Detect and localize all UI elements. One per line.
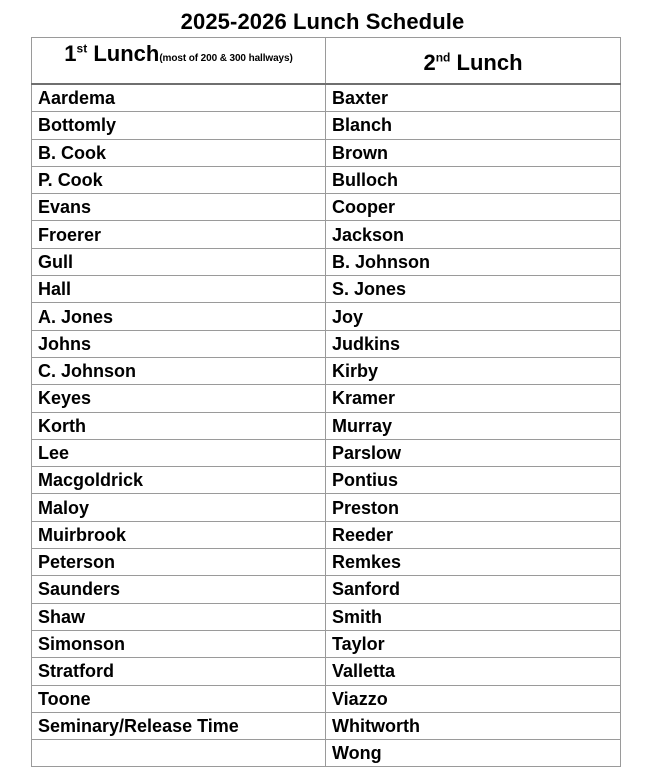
first-lunch-cell: Macgoldrick [32,467,326,494]
first-lunch-cell: Keyes [32,385,326,412]
second-lunch-ordinal: nd [435,50,451,65]
first-lunch-cell: Stratford [32,658,326,685]
table-row [32,248,621,275]
first-lunch-cell: Shaw [32,603,326,630]
second-lunch-cell: Murray [326,412,621,439]
first-lunch-cell: Evans [32,194,326,221]
table-row [32,630,621,657]
first-lunch-cell: Bottomly [32,112,326,139]
first-lunch-header [32,38,326,85]
table-row [32,576,621,603]
first-lunch-cell: C. Johnson [32,357,326,384]
second-lunch-cell: Kramer [326,385,621,412]
second-lunch-cell: B. Johnson [326,248,621,275]
second-lunch-cell: Brown [326,139,621,166]
table-row [32,221,621,248]
table-row [32,139,621,166]
second-lunch-cell: Taylor [326,630,621,657]
table-row [32,712,621,739]
lunch-schedule-table [31,37,621,767]
second-lunch-cell: Bulloch [326,166,621,193]
table-row [32,385,621,412]
table-row [32,357,621,384]
table-row [32,112,621,139]
table-row [32,521,621,548]
table-row [32,303,621,330]
second-lunch-cell: S. Jones [326,276,621,303]
first-lunch-cell: Froerer [32,221,326,248]
page-title: 2025-2026 Lunch Schedule [180,9,465,34]
second-lunch-cell: Sanford [326,576,621,603]
table-row [32,194,621,221]
first-lunch-cell: Lee [32,439,326,466]
second-lunch-cell: Baxter [326,84,621,112]
first-lunch-cell: Hall [32,276,326,303]
first-lunch-cell: P. Cook [32,166,326,193]
table-row [32,166,621,193]
table-row [32,412,621,439]
second-lunch-cell: Viazzo [326,685,621,712]
first-lunch-cell: Seminary/Release Time [32,712,326,739]
second-lunch-cell: Parslow [326,439,621,466]
table-row [32,494,621,521]
second-lunch-cell: Judkins [326,330,621,357]
second-lunch-cell: Cooper [326,194,621,221]
second-lunch-cell: Jackson [326,221,621,248]
first-lunch-ordinal: st [76,41,88,56]
first-lunch-cell: Toone [32,685,326,712]
table-row [32,549,621,576]
second-lunch-cell: Valletta [326,658,621,685]
first-lunch-cell: Maloy [32,494,326,521]
table-row [32,330,621,357]
first-lunch-cell: Gull [32,248,326,275]
second-lunch-cell: Wong [326,740,621,767]
table-row [32,740,621,767]
first-lunch-word: Lunch [93,41,160,66]
second-lunch-cell: Pontius [326,467,621,494]
second-lunch-cell: Remkes [326,549,621,576]
table-row [32,84,621,112]
table-row [32,439,621,466]
first-lunch-cell: A. Jones [32,303,326,330]
first-lunch-cell: Johns [32,330,326,357]
second-lunch-cell: Preston [326,494,621,521]
first-lunch-cell: Simonson [32,630,326,657]
second-lunch-cell: Joy [326,303,621,330]
first-lunch-cell: Saunders [32,576,326,603]
second-lunch-header [326,38,621,85]
second-lunch-number: 2 [423,49,436,75]
second-lunch-cell: Smith [326,603,621,630]
table-row [32,467,621,494]
first-lunch-note: (most of 200 & 300 hallways) [159,53,293,64]
first-lunch-cell: Muirbrook [32,521,326,548]
first-lunch-cell [32,740,326,767]
table-row [32,276,621,303]
table-row [32,658,621,685]
schedule-body [32,84,621,767]
header-row [32,38,621,85]
table-row [32,603,621,630]
second-lunch-cell: Blanch [326,112,621,139]
table-row [32,685,621,712]
second-lunch-word: Lunch [456,49,523,75]
second-lunch-cell: Reeder [326,521,621,548]
second-lunch-cell: Kirby [326,357,621,384]
first-lunch-cell: B. Cook [32,139,326,166]
second-lunch-cell: Whitworth [326,712,621,739]
first-lunch-number: 1 [64,41,77,66]
first-lunch-cell: Peterson [32,549,326,576]
first-lunch-cell: Aardema [32,84,326,112]
first-lunch-cell: Korth [32,412,326,439]
